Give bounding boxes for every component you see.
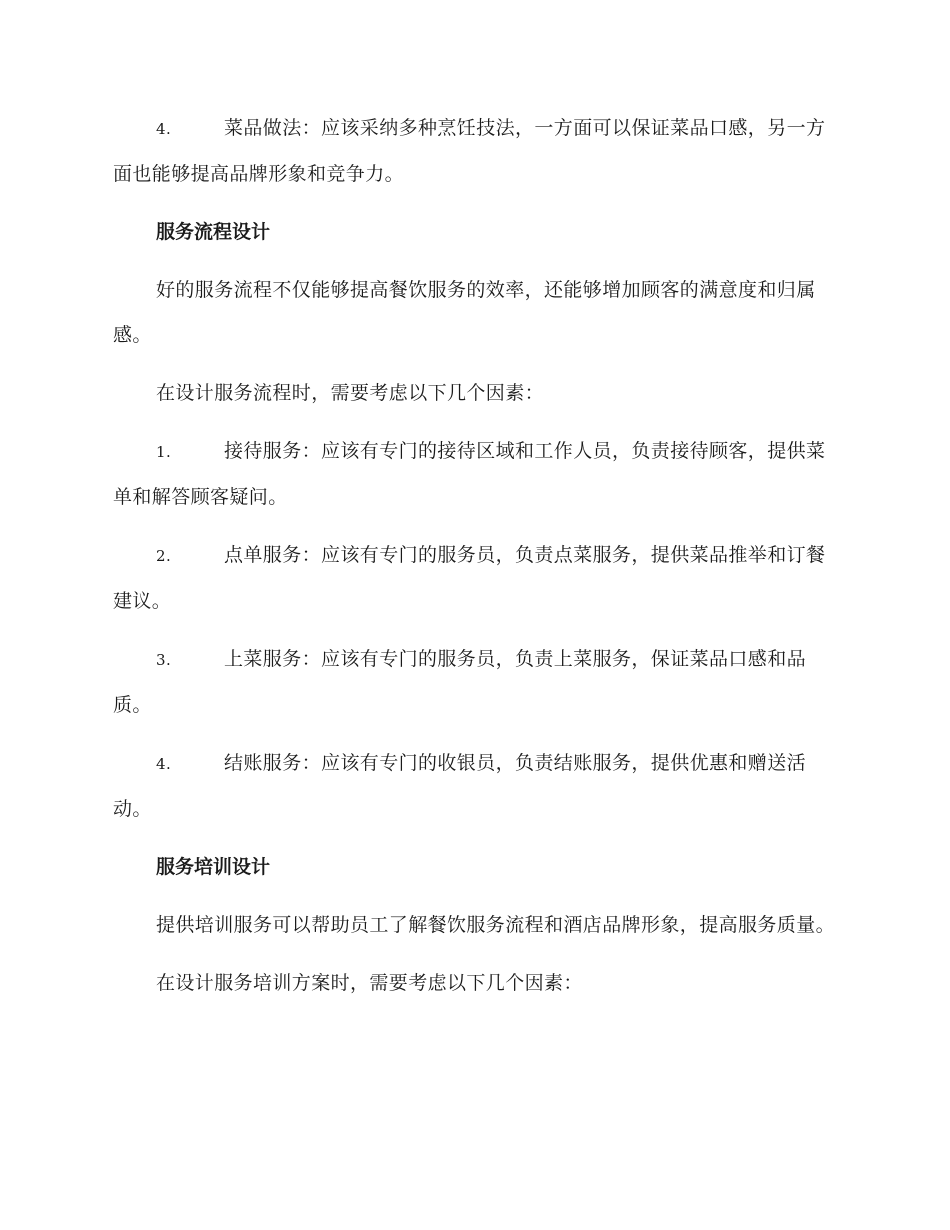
list-number: 3. [156,651,172,669]
list-item-reception [113,429,837,520]
list-item-ordering [113,533,837,624]
list-item-text: 点单服务：应该有专门的服务员，负责点菜服务，提供菜品推举和订餐建议。 [113,544,826,612]
list-item-checkout [113,741,837,832]
paragraph: 在设计服务培训方案时，需要考虑以下几个因素： [156,972,583,994]
list-item-text: 结账服务：应该有专门的收银员，负责结账服务，提供优惠和赠送活动。 [113,752,807,820]
paragraph: 提供培训服务可以帮助员工了解餐饮服务流程和酒店品牌形象，提高服务质量。 [156,914,836,936]
list-item-text: 菜品做法：应该采纳多种烹饪技法，一方面可以保证菜品口感，另一方面也能够提高品牌形象和竞争力。 [113,117,826,185]
section-heading-service-training: 服务培训设计 [156,856,271,878]
list-item-text: 上菜服务：应该有专门的服务员，负责上菜服务，保证菜品口感和品质。 [113,648,807,716]
paragraph: 在设计服务流程时，需要考虑以下几个因素： [156,382,545,404]
list-number: 4. [156,755,172,773]
paragraph: 好的服务流程不仅能够提高餐饮服务的效率，还能够增加顾客的满意度和归属感。 [113,279,816,346]
list-number: 1. [156,443,172,461]
list-item-dish-method [113,106,837,197]
list-number: 4. [156,120,172,138]
section-heading-service-process: 服务流程设计 [156,221,271,243]
list-number: 2. [156,547,172,565]
list-item-text: 接待服务：应该有专门的接待区域和工作人员，负责接待顾客，提供菜单和解答顾客疑问。 [113,440,826,508]
list-item-serving [113,637,837,728]
document-body [113,106,837,1019]
